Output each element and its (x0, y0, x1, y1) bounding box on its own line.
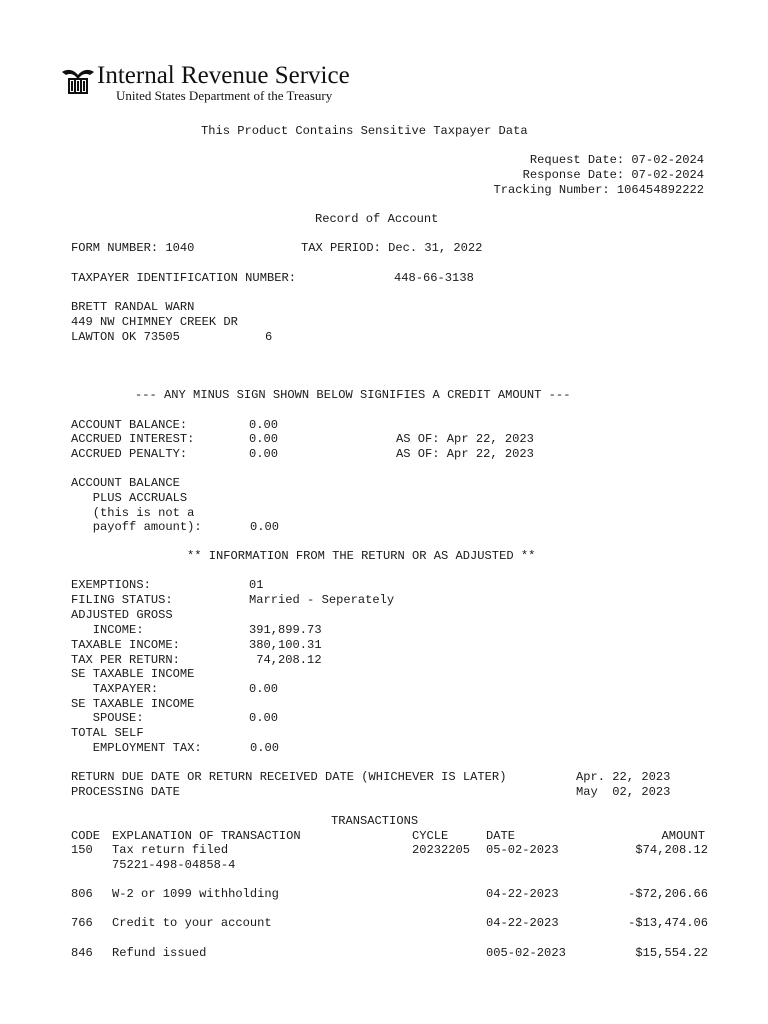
accrued-interest-label: ACCRUED INTEREST: (71, 432, 195, 446)
transaction-amount: -$72,206.66 (628, 887, 708, 901)
transaction-reference: 75221-498-04858-4 (112, 858, 236, 872)
return-info-label: EXEMPTIONS: (71, 578, 151, 592)
tax-period: TAX PERIOD: Dec. 31, 2022 (301, 241, 483, 255)
return-info-label: SE TAXABLE INCOME (71, 697, 195, 711)
transaction-date: 04-22-2023 (486, 887, 559, 901)
return-info-label: INCOME: (71, 623, 144, 637)
return-info-label: TAX PER RETURN: (71, 653, 180, 667)
transaction-code: 150 (71, 843, 93, 857)
accruals-label-line: (this is not a (71, 506, 195, 520)
return-info-heading: ** INFORMATION FROM THE RETURN OR AS ADJUSTED ** (187, 549, 536, 563)
transaction-amount: $74,208.12 (635, 843, 708, 857)
col-date: DATE (486, 829, 516, 843)
form-number: FORM NUMBER: 1040 (71, 241, 195, 255)
transaction-code: 806 (71, 887, 93, 901)
transaction-code: 846 (71, 946, 93, 960)
processing-date-label: PROCESSING DATE (71, 785, 180, 799)
accruals-value: 0.00 (250, 520, 280, 534)
transaction-amount: $15,554.22 (635, 946, 708, 960)
return-info-value: 0.00 (249, 711, 279, 725)
request-date: Request Date: 07-02-2024 (529, 153, 704, 167)
transaction-explanation: Credit to your account (112, 916, 272, 930)
taxpayer-name: BRETT RANDAL WARN (71, 300, 195, 314)
irs-eagle-logo-icon (60, 66, 96, 96)
agency-name: Internal Revenue Service (97, 62, 350, 89)
return-info-value: 0.00 (249, 682, 279, 696)
accrued-interest-as-of: AS OF: Apr 22, 2023 (396, 432, 534, 446)
col-code: CODE (71, 829, 101, 843)
transaction-amount: -$13,474.06 (628, 916, 708, 930)
transaction-explanation: W-2 or 1099 withholding (112, 887, 279, 901)
tracking-number: Tracking Number: 106454892222 (493, 183, 704, 197)
document-title: Record of Account (315, 212, 439, 226)
return-info-value: 0.00 (250, 741, 280, 755)
accrued-interest-value: 0.00 (249, 432, 279, 446)
accrued-penalty-value: 0.00 (249, 447, 279, 461)
tin-value: 448-66-3138 (394, 271, 474, 285)
accrued-penalty-label: ACCRUED PENALTY: (71, 447, 188, 461)
address-code: 6 (265, 330, 273, 344)
return-info-value: 380,100.31 (249, 638, 322, 652)
transaction-explanation: Refund issued (112, 946, 207, 960)
return-info-label: TAXPAYER: (71, 682, 159, 696)
return-info-label: SE TAXABLE INCOME (71, 667, 195, 681)
transaction-date: 04-22-2023 (486, 916, 559, 930)
return-info-value: 74,208.12 (249, 653, 322, 667)
credit-amount-note: --- ANY MINUS SIGN SHOWN BELOW SIGNIFIES A CREDIT AMOUNT --- (135, 388, 571, 402)
return-due-date-value: Apr. 22, 2023 (576, 770, 671, 784)
transactions-title: TRANSACTIONS (331, 814, 419, 828)
return-info-label: TOTAL SELF (71, 726, 144, 740)
transaction-date: 05-02-2023 (486, 843, 559, 857)
balance-label: ACCOUNT BALANCE: (71, 418, 188, 432)
return-info-value: 391,899.73 (249, 623, 322, 637)
accruals-label-line: PLUS ACCRUALS (71, 491, 188, 505)
col-cycle: CYCLE (412, 829, 449, 843)
transaction-date: 005-02-2023 (486, 946, 566, 960)
taxpayer-address-line1: 449 NW CHIMNEY CREEK DR (71, 315, 238, 329)
transaction-cycle: 20232205 (412, 843, 471, 857)
accrued-penalty-as-of: AS OF: Apr 22, 2023 (396, 447, 534, 461)
accruals-label-line: ACCOUNT BALANCE (71, 476, 180, 490)
accruals-label-line: payoff amount): (71, 520, 202, 534)
return-info-label: FILING STATUS: (71, 593, 173, 607)
processing-date-value: May 02, 2023 (576, 785, 671, 799)
return-info-label: ADJUSTED GROSS (71, 608, 173, 622)
taxpayer-address-line2: LAWTON OK 73505 (71, 330, 180, 344)
agency-subtitle: United States Department of the Treasury (116, 88, 333, 103)
return-info-value: Married - Seperately (249, 593, 395, 607)
col-explanation: EXPLANATION OF TRANSACTION (112, 829, 301, 843)
tin-label: TAXPAYER IDENTIFICATION NUMBER: (71, 271, 296, 285)
return-due-date-label: RETURN DUE DATE OR RETURN RECEIVED DATE (WHICHEVER IS LATER) (71, 770, 507, 784)
col-amount: AMOUNT (661, 829, 705, 843)
return-info-label: SPOUSE: (71, 711, 144, 725)
return-info-label: TAXABLE INCOME: (71, 638, 180, 652)
sensitive-data-notice: This Product Contains Sensitive Taxpayer Data (201, 124, 528, 138)
transaction-explanation: Tax return filed (112, 843, 229, 857)
transaction-code: 766 (71, 916, 93, 930)
response-date: Response Date: 07-02-2024 (522, 168, 704, 182)
return-info-value: 01 (249, 578, 264, 592)
return-info-label: EMPLOYMENT TAX: (71, 741, 202, 755)
balance-value: 0.00 (249, 418, 279, 432)
